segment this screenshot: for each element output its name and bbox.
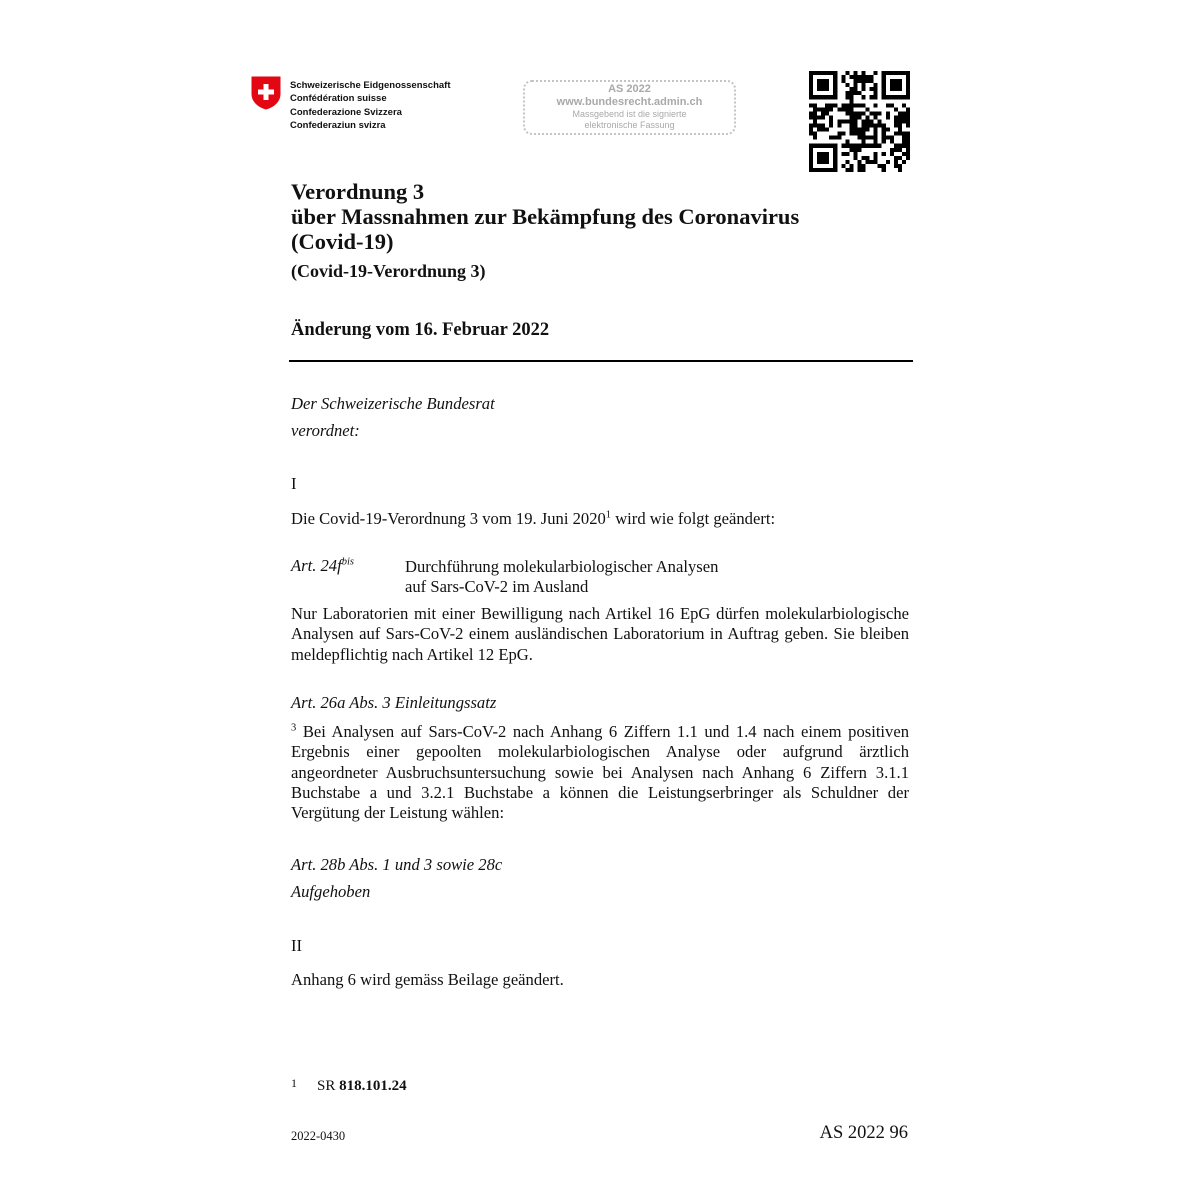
amendment-date: Änderung vom 16. Februar 2022 [291, 320, 550, 340]
stamp-note-line1: Massgebend ist die signierte [572, 109, 687, 119]
amendment-statement [291, 509, 775, 529]
org-line-it: Confederazione Svizzera [290, 106, 402, 118]
preamble-verb: verordnet: [291, 420, 360, 440]
article-28b-status: Aufgehoben [291, 882, 371, 901]
org-line-de: Schweizerische Eidgenossenschaft [290, 80, 451, 91]
title-line-1: Verordnung 3 [291, 179, 425, 204]
stamp-url: www.bundesrecht.admin.ch [556, 96, 703, 108]
article-24fbis-title [405, 557, 718, 598]
annex-statement: Anhang 6 wird gemäss Beilage geändert. [291, 970, 564, 989]
footnote [291, 1078, 407, 1095]
document-short-title: (Covid-19-Verordnung 3) [291, 261, 486, 281]
article-28b-block [291, 851, 502, 905]
qr-code-icon [809, 71, 910, 172]
document-title [291, 179, 799, 254]
stamp-as-year: AS 2022 [608, 83, 651, 95]
title-divider [289, 360, 913, 362]
article-26a-text [291, 722, 909, 823]
article-label-sup: bis [341, 556, 354, 568]
article-24fbis-label [291, 556, 354, 576]
footnote-reference: 818.101.24 [339, 1078, 407, 1094]
article-28b-heading: Art. 28b Abs. 1 und 3 sowie 28c [291, 855, 503, 874]
title-line-2: über Massnahmen zur Bekämpfung des Coronavirus [291, 204, 800, 229]
preamble [291, 391, 495, 444]
official-compilation-reference: AS 2022 96 [819, 1123, 908, 1143]
article-26a-heading: Art. 26a Abs. 3 Einleitungssatz [291, 693, 497, 712]
publication-stamp [523, 80, 736, 135]
org-line-rm: Confederaziun svizra [290, 119, 386, 131]
title-line-3: (Covid-19) [291, 229, 394, 254]
paragraph-number: 3 [291, 722, 297, 734]
footnote-number: 1 [291, 1076, 297, 1090]
document-number: 2022-0430 [291, 1129, 346, 1143]
article-title-line-2: auf Sars-CoV-2 im Ausland [405, 577, 589, 597]
footnote-ref: 1 [605, 509, 612, 521]
article-label-text: Art. 24f [291, 556, 342, 575]
article-24fbis-text: Nur Laboratorien mit einer Bewilligung nach Artikel 16 EpG dürfen molekularbiologische Analysen auf Sars-CoV-2 einem ausländischen Laboratorium in Auftrag geben. Sie bleiben meldepflichtig nach Artikel 12 EpG. [291, 604, 909, 664]
swiss-cross-icon [251, 76, 281, 110]
org-line-fr: Confédération suisse [290, 93, 387, 105]
statement-text-start: Die Covid-19-Verordnung 3 vom 19. Juni 2020 [291, 509, 606, 528]
preamble-authority: Der Schweizerische Bundesrat [291, 394, 495, 413]
article-title-line-1: Durchführung molekularbiologischer Analysen [405, 557, 719, 576]
section-numeral-2: II [291, 936, 303, 955]
section-numeral-1: I [291, 474, 297, 493]
statement-text-end: wird wie folgt geändert: [611, 509, 776, 528]
footnote-prefix: SR [317, 1078, 340, 1094]
organization-name-block [290, 79, 451, 132]
article-26a-body: Bei Analysen auf Sars-CoV-2 nach Anhang 6 Ziffern 1.1 und 1.4 nach einem positiven Ergebnis einer gepoolten molekularbiologischen Analyse oder aufgrund ärztlich angeordneter Ausbruchsuntersuchung sowie bei Analysen nach Anhang 6 Ziffern 3.1.1 Buchstabe a und 3.2.1 Buchstabe a können die Leistungserbringer als Schuldner der Vergütung der Leistung wählen: [291, 722, 909, 823]
stamp-note-line2: elektronische Fassung [584, 120, 675, 130]
